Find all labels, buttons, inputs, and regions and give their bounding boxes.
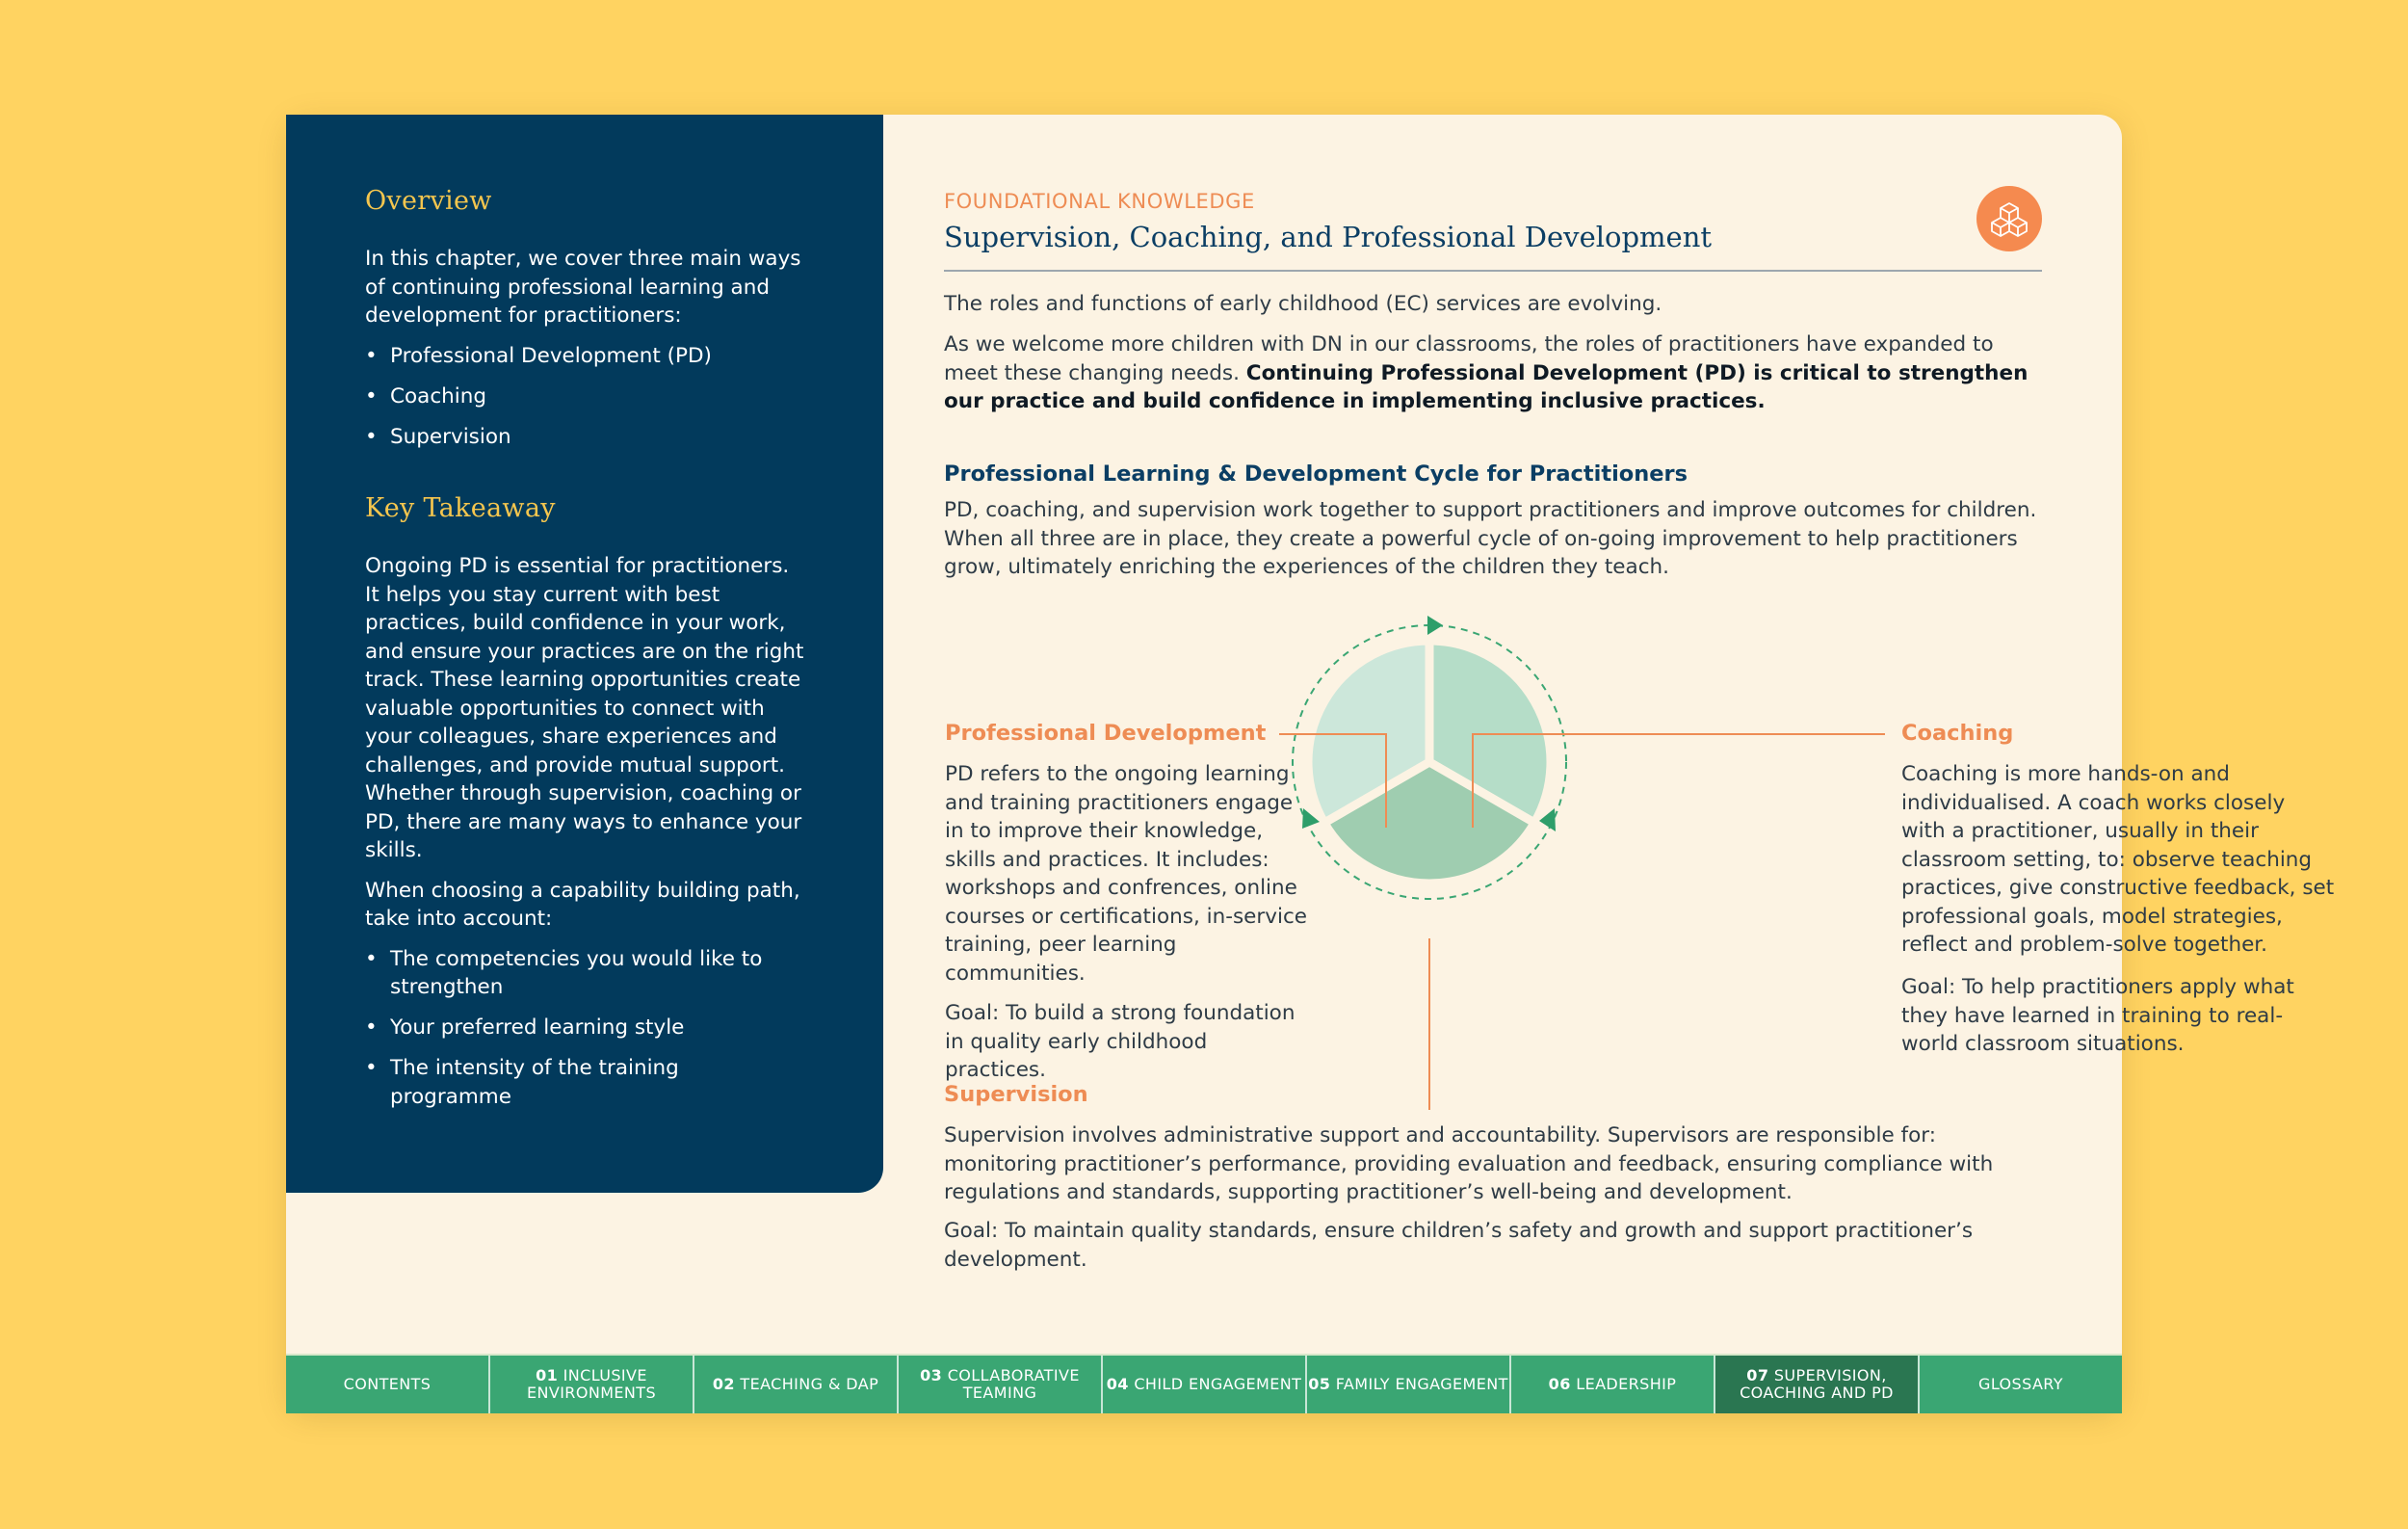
overview-list [365,342,804,452]
tab-child-engagement[interactable]: 04 CHILD ENGAGEMENT [1103,1356,1307,1413]
sidebar-panel [286,115,883,1193]
chapter-tab-bar [286,1354,2122,1413]
supervision-heading: Supervision [944,1082,1088,1107]
tab-teaching-dap[interactable]: 02 TEACHING & DAP [694,1356,899,1413]
list-item: • Supervision [365,423,804,452]
coaching-heading: Coaching [1901,721,2014,746]
supervision-text: Supervision involves administrative support and accountability. Supervisors are responsible for: monitoring practitioner’s performance, providing evaluation and feedback, ensuring compliance with regulations and standards, supporting practitioner’s well-being and development. [944,1123,1994,1204]
coaching-goal: Goal: To help practitioners apply what they have learned in training to real-world classroom situations. [1901,975,2294,1056]
tab-supervision-coaching-pd[interactable]: 07 SUPERVISION, COACHING AND PD [1715,1356,1920,1413]
cycle-description: PD, coaching, and supervision work together to support practitioners and improve outcomes for children. When all three are in place, they create a powerful cycle of on-going improvement to help practitioners grow, ultimately enriching the experiences of the children they teach. [944,498,2037,579]
tab-leadership[interactable]: 06 LEADERSHIP [1511,1356,1715,1413]
overview-heading: Overview [365,186,492,216]
overview-text: In this chapter, we cover three main ways of continuing professional learning and development for practitioners: [365,247,801,328]
choosing-path-text: When choosing a capability building path, take into account: [365,878,800,931]
tab-contents[interactable]: CONTENTS [286,1356,490,1413]
tab-inclusive-environments[interactable]: 01 INCLUSIVE ENVIRONMENTS [490,1356,694,1413]
chapter-card [286,115,2335,1411]
list-item: • The competencies you would like to strengthen [365,945,804,1002]
list-item: • Coaching [365,382,804,411]
cycle-heading: Professional Learning & Development Cycle for Practitioners [944,461,1688,487]
coaching-text: Coaching is more hands-on and individualised. A coach works closely with a practitioner, usually in their classroom setting, to: observe teaching practices, give constructive feedback, set professional goals, model strategies, reflect and problem-solve together. [1901,762,2335,957]
pd-text: PD refers to the ongoing learning and training practitioners engage in to improve their knowledge, skills and practices. It includes: workshops and confrences, online courses or certifications, in-service training, peer learning communities. [945,762,1307,986]
choosing-path-list [365,945,804,1112]
intro-emphasis: Continuing Professional Development (PD) is critical to strengthen our practice and build confidence in implementing inclusive practices. [944,360,2028,413]
section-eyebrow: FOUNDATIONAL KNOWLEDGE [944,190,1255,213]
tab-family-engagement[interactable]: 05 FAMILY ENGAGEMENT [1307,1356,1511,1413]
key-takeaway-heading: Key Takeaway [365,493,556,523]
page-title: Supervision, Coaching, and Professional Development [944,221,1713,253]
list-item: • The intensity of the training programme [365,1054,804,1111]
intro-paragraph: As we welcome more children with DN in our classrooms, the roles of practitioners have expanded to meet these changing needs. Continuing Professional Development (PD) is critical to strengthen our practice and build confidence in implementing inclusive practices. [944,332,2028,413]
list-item: • Your preferred learning style [365,1014,804,1042]
supervision-goal: Goal: To maintain quality standards, ensure children’s safety and growth and support practitioner’s development. [944,1219,1974,1272]
tab-glossary[interactable]: GLOSSARY [1978,1375,2063,1393]
key-takeaway-text: Ongoing PD is essential for practitioners. It helps you stay current with best practices, build confidence in your work, and ensure your practices are on the right track. These learning opportunities create valuable opportunities to connect with your colleagues, share experiences and challenges, and provide mutual support. Whether through supervision, coaching or PD, there are many ways to enhance your skills. [365,554,804,862]
tab-collaborative-teaming[interactable]: 03 COLLABORATIVE TEAMING [899,1356,1103,1413]
pd-heading: Professional Development [945,721,1279,746]
cycle-arrow-top [1427,616,1443,635]
intro-text: The roles and functions of early childhood (EC) services are evolving. [944,292,1662,316]
pd-goal: Goal: To build a strong foundation in quality early childhood practices. [945,1001,1296,1082]
list-item: • Professional Development (PD) [365,342,804,371]
